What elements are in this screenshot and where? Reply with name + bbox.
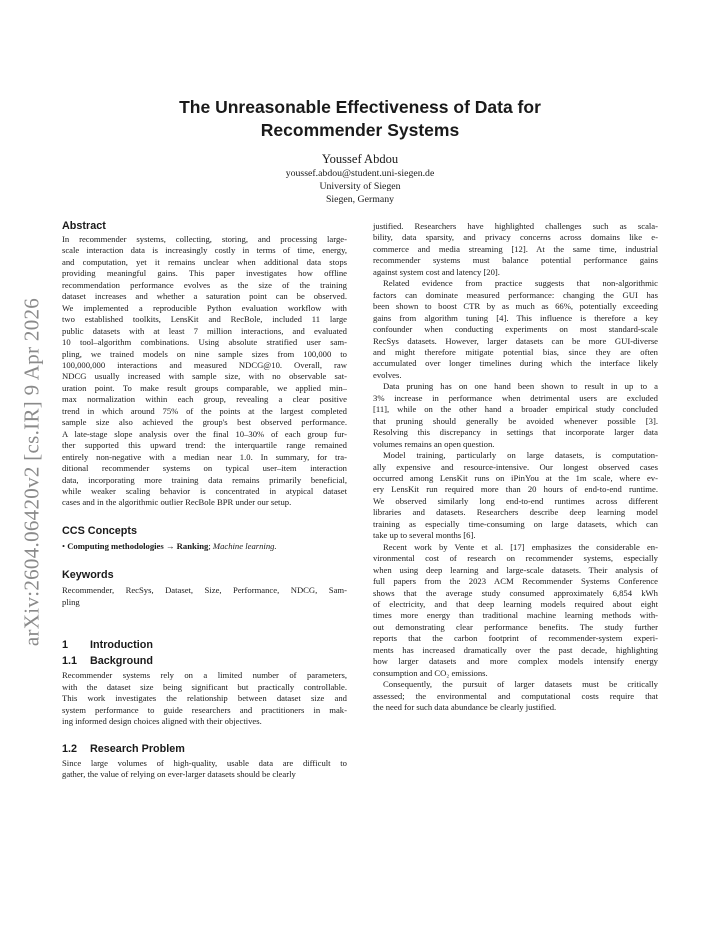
text-line: volumes remains an open question. [373, 438, 495, 449]
text-line: ery LensKit run required more than 20 hours of end-to-end runtime. [373, 484, 658, 495]
section-title: Introduction [90, 639, 153, 652]
author-affiliation: University of Siegen [319, 181, 401, 193]
text-line: pling [62, 596, 80, 607]
text-line: This work investigates the relationship between dataset size and [62, 693, 347, 704]
paragraph-environmental-cost [373, 542, 658, 679]
ccs-bullet: • [62, 540, 66, 551]
paper-title [62, 96, 658, 142]
text-line: scale interaction data is increasingly costly in terms of time, energy, [62, 245, 347, 256]
text-line: 10 tool–algorithm combinations. Using absolute stratified user sam- [62, 337, 347, 348]
paragraph-model-training [373, 450, 658, 542]
text-line: ments has increased dramatically over the past decade, highlighting [373, 644, 658, 655]
text-line: Related evidence from practice suggests that non-algorithmic [383, 278, 658, 289]
text-line: bility, data sparsity, and privacy concerns across domains like e- [373, 232, 658, 243]
keywords-heading: Keywords [62, 569, 114, 582]
abstract-body [62, 234, 347, 509]
paragraph-gui-evidence [373, 278, 658, 381]
text-line: public datasets with at least 7 million interactions, and evaluated [62, 325, 347, 336]
keywords-body [62, 585, 347, 608]
text-line: Recommender, RecSys, Dataset, Size, Performance, NDCG, Sam- [62, 585, 347, 596]
text-line: of electricity, and that deep learning models required about eight [373, 598, 658, 609]
subsection-title: Background [90, 655, 153, 668]
text-line: accumulated over longer timelines during which the interface likely [373, 358, 658, 369]
author-location: Siegen, Germany [325, 194, 394, 206]
text-line: RecSys datasets. However, larger datasets can be more GUI-diverse [373, 335, 658, 346]
text-line: training as especially time-consuming on large datasets, which can [373, 518, 658, 529]
text-line: reports that the carbon footprint of recommender-system experi- [373, 633, 658, 644]
text-line: with the dataset size being significant but practically controllable. [62, 681, 347, 692]
paragraph-justification [373, 221, 658, 278]
text-line: Model training, particularly on large datasets, is computation- [383, 450, 658, 461]
text-line: Data pruning has on one hand been shown to result in up to a [383, 381, 658, 392]
text-line: ther supported this upward trend: the interquartile range remained [62, 440, 347, 451]
subsection-number: 1.2 [62, 742, 78, 755]
text-line: Resolving this discrepancy in settings that incorporate larger data [373, 427, 658, 438]
text-line: gather, the value of relying on ever-larger datasets should be clearly [62, 768, 296, 779]
subsection-background-heading [62, 654, 347, 668]
text-line: how larger datasets and more complex models intensify energy [373, 656, 658, 667]
text-line: evolves. [373, 369, 402, 380]
text-line: 3% increase in performance when detrimental users are excluded [373, 392, 658, 403]
ccs-secondary: Machine learning. [212, 540, 277, 551]
text-line: ditional recommender systems on typical user–item interaction [62, 463, 347, 474]
text-line: factors can dominate measured performance: changing the GUI has [373, 289, 658, 300]
title-line-1: The Unreasonable Effectiveness of Data for [179, 97, 541, 117]
text-line: trend in which around 75% of the points at the largest completed [62, 405, 347, 416]
text-line: A late-stage slope analysis over the final 10–30% of each group fur- [62, 428, 347, 439]
text-line: Since large volumes of high-quality, usable data are difficult to [62, 757, 347, 768]
text-line: against system cost and latency [20]. [373, 266, 500, 277]
text-line: out demonstrating clear performance benefits. The study further [373, 621, 658, 632]
text-line: providing meaningful gains. This paper investigates how offline [62, 268, 347, 279]
author-name: Youssef Abdou [321, 152, 399, 166]
text-line: recommender systems must balance potential performance gains [373, 255, 658, 266]
text-line: recommendation performance evolves as the size of the training [62, 279, 347, 290]
text-line: ing informed design choices aligned with their objectives. [62, 716, 262, 727]
subsection-title: Research Problem [90, 742, 185, 755]
abstract-heading: Abstract [62, 220, 106, 232]
text-line: two established toolkits, LensKit and RecBole, included 11 large [62, 314, 347, 325]
text-line: been shown to boost CTR by as much as 66%, potentially exceeding [373, 301, 658, 312]
text-line: vironmental cost of research on recommender systems, especially [373, 553, 658, 564]
text-line: take up to several months [6]. [373, 530, 476, 541]
subsection-number: 1.1 [62, 655, 78, 668]
text-line: We observed similarly long end-to-end runtimes across different [373, 495, 658, 506]
section-introduction-heading [62, 638, 347, 652]
background-paragraph [62, 670, 347, 727]
text-line: confounder when conducting experiments on most standard-scale [373, 324, 658, 335]
author-email: youssef.abdou@student.uni-siegen.de [285, 168, 435, 179]
text-line: ally expensive and resource-intensive. Our longest observed cases [373, 461, 658, 472]
text-line: and might therefore mitigate potential bias, since they are often [373, 346, 658, 357]
subsection-research-problem-heading [62, 742, 347, 756]
text-line: We implemented a reproducible Python evaluation workflow with [62, 302, 347, 313]
text-line: justified. Researchers have highlighted challenges such as scala- [373, 221, 658, 231]
text-line: 100,000,000 interactions and measured NDCG@10. Overall, raw [62, 359, 347, 370]
text-line: times more energy than traditional machine learning methods with- [373, 610, 658, 621]
text-line: Consequently, the pursuit of larger datasets must be critically [383, 679, 658, 690]
text-line: data, incorporating more training data remains primarily beneficial, [62, 474, 347, 485]
text-line: when using deep learning and large-scale datasets. Their analysis of [373, 564, 658, 575]
text-line: that pruning should generally be avoided whenever possible [3]. [373, 415, 658, 426]
author-block [62, 151, 658, 207]
text-line: gains from algorithm tuning [4]. This influence is therefore a key [373, 312, 658, 323]
text-line: consumption and CO₂ emissions. [373, 667, 488, 678]
text-line: commerce and media streaming [12]. At the same time, industrial [373, 243, 658, 254]
text-line: sample size also achieved the group's best observed performance. [62, 417, 347, 428]
text-line: the need for such data abundance be clearly justified. [373, 702, 557, 713]
paragraph-data-pruning [373, 381, 658, 450]
text-line: cases and in the algorithmic outlier RecBole BPR under our setup. [62, 497, 292, 508]
text-line: shows that the average study consumed approximately 6,854 kWh [373, 587, 658, 598]
text-line: assessed; the environmental and computational costs require that [373, 690, 658, 701]
text-line: max normalization within each group, revealing a clear positive [62, 394, 347, 405]
text-line: Recent work by Vente et al. [17] emphasizes the considerable en- [383, 541, 658, 552]
text-line: uration point. To make result groups comparable, we applied min– [62, 382, 347, 393]
text-line: system performance to guide researchers and practitioners in mak- [62, 704, 347, 715]
paragraph-conclusion [373, 679, 658, 713]
text-line: dataset increases and whether a saturation point can be observed. [62, 291, 347, 302]
text-line: occurred among LensKit runs on iPinYou at the 1m scale, where ev- [373, 472, 658, 483]
ccs-separator: ; [208, 540, 213, 551]
right-column [373, 221, 658, 713]
ccs-concepts [62, 541, 347, 552]
text-line: pling, we trained models on nine sample sizes from 100,000 to [62, 348, 347, 359]
ccs-heading: CCS Concepts [62, 524, 137, 537]
text-line: [11], while on the other hand a broader empirical study concluded [373, 404, 658, 415]
title-line-2: Recommender Systems [260, 120, 460, 140]
text-line: libraries and datasets. Researchers describe deep learning model [373, 507, 658, 518]
ccs-primary: Computing methodologies → Ranking [67, 540, 209, 551]
text-line: and computation, yet it remains unclear when additional data stops [62, 256, 347, 267]
text-line: while weaker scaling behavior is concentrated in atypical dataset [62, 485, 347, 496]
left-column [62, 219, 347, 780]
text-line: entirely non-negative with a median near 1.0. In summary, for tra- [62, 451, 347, 462]
text-line: NDCG usually increased with sample size, with no observable sat- [62, 371, 347, 382]
arxiv-identifier: arXiv:2604.06420v2 [cs.IR] 9 Apr 2026 [19, 297, 44, 647]
arxiv-sidebar-stamp [17, 262, 47, 682]
section-number: 1 [62, 639, 69, 652]
text-line: Recommender systems rely on a limited number of parameters, [62, 670, 347, 681]
text-line: In recommender systems, collecting, storing, and processing large- [62, 234, 347, 244]
research-problem-paragraph [62, 758, 347, 781]
text-line: full papers from the 2023 ACM Recommender Systems Conference [373, 576, 658, 587]
